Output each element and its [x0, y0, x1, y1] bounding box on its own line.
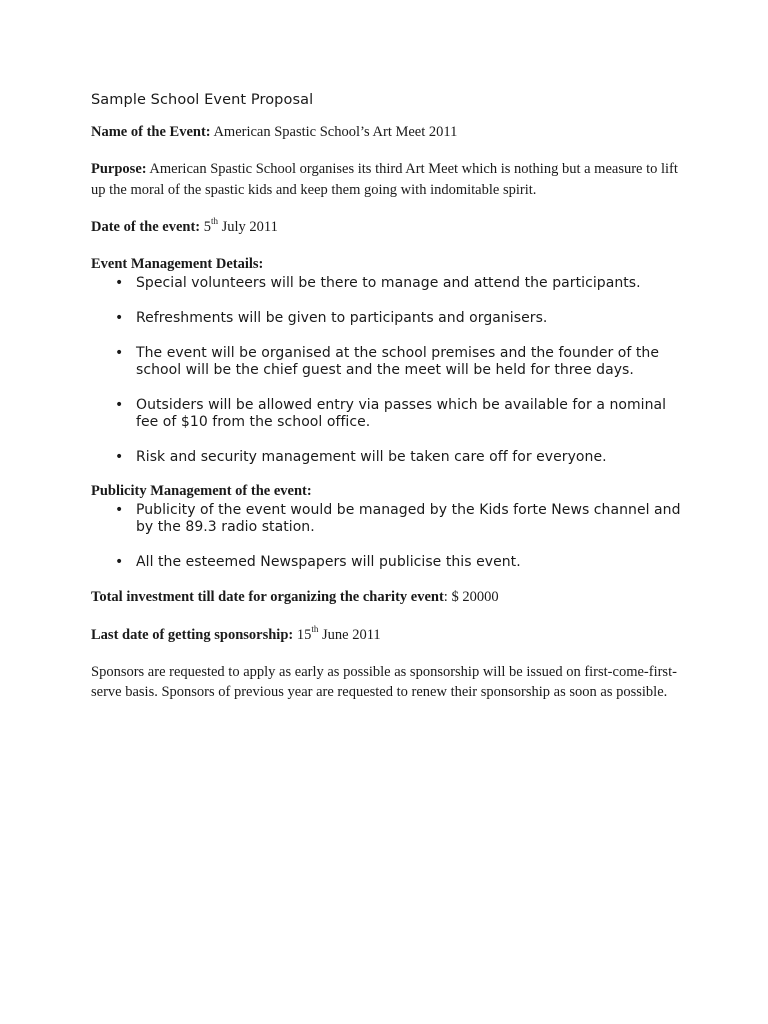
- document-page: [91, 92, 681, 702]
- list-item-text: Publicity of the event would be managed by the Kids forte News channel and by the 89.3 radio station.: [136, 502, 681, 535]
- purpose-paragraph: [91, 159, 681, 201]
- list-item: [91, 345, 681, 379]
- list-item: [91, 310, 681, 327]
- bullet-icon: •: [115, 502, 124, 518]
- bullet-icon: •: [115, 345, 124, 361]
- sponsorship-date-rest: June 2011: [321, 627, 381, 643]
- list-item: [91, 502, 681, 536]
- sponsorship-date-line: [91, 625, 681, 646]
- bullet-icon: •: [115, 554, 124, 570]
- list-item-text: Refreshments will be given to participants and organisers.: [136, 310, 548, 326]
- event-name-value: American Spastic School’s Art Meet 2011: [213, 124, 458, 140]
- management-heading: [91, 254, 681, 275]
- list-item: [91, 449, 681, 466]
- event-date-rest: July 2011: [221, 219, 278, 235]
- bullet-icon: •: [115, 275, 124, 291]
- list-item: [91, 554, 681, 571]
- event-name-line: [91, 122, 681, 143]
- event-date-label: Date of the event:: [91, 219, 201, 235]
- purpose-text: American Spastic School organises its third Art Meet which is nothing but a measure to lift up the moral of the spastic kids and keep them going with indomitable spirit.: [91, 161, 678, 198]
- bullet-icon: •: [115, 310, 124, 326]
- management-heading-text: Event Management Details:: [91, 256, 264, 272]
- publicity-heading: [91, 481, 681, 502]
- publicity-list: [91, 502, 681, 571]
- purpose-label: Purpose:: [91, 161, 147, 177]
- list-item: [91, 275, 681, 292]
- event-date-suffix: th: [211, 216, 219, 227]
- bullet-icon: •: [115, 449, 124, 465]
- management-list: [91, 275, 681, 466]
- list-item-text: Risk and security management will be taken care off for everyone.: [136, 449, 607, 465]
- sponsorship-date-suffix: th: [311, 624, 319, 635]
- list-item-text: The event will be organised at the school premises and the founder of the school will be the chief guest and the meet will be held for three days.: [136, 345, 660, 378]
- list-item-text: Outsiders will be allowed entry via passes which be available for a nominal fee of $10 from the school office.: [136, 397, 667, 430]
- sponsorship-date-label: Last date of getting sponsorship:: [91, 627, 294, 643]
- sponsors-note: Sponsors are requested to apply as early as possible as sponsorship will be issued on first-come-first-serve basis. Sponsors of previous year are requested to renew their sponsorship as soon as possible.: [91, 664, 677, 700]
- list-item: [91, 397, 681, 431]
- document-title: Sample School Event Proposal: [91, 92, 314, 108]
- list-item-text: Special volunteers will be there to manage and attend the participants.: [136, 275, 641, 291]
- publicity-heading-text: Publicity Management of the event:: [91, 483, 312, 499]
- investment-label: Total investment till date for organizing the charity event: [91, 589, 444, 605]
- investment-line: [91, 587, 681, 608]
- sponsorship-date-day: 15: [296, 627, 312, 643]
- investment-value: : $ 20000: [443, 589, 499, 605]
- list-item-text: All the esteemed Newspapers will publicise this event.: [136, 554, 521, 570]
- event-date-line: [91, 217, 681, 238]
- bullet-icon: •: [115, 397, 124, 413]
- event-name-label: Name of the Event:: [91, 124, 211, 140]
- event-date-day: 5: [203, 219, 211, 235]
